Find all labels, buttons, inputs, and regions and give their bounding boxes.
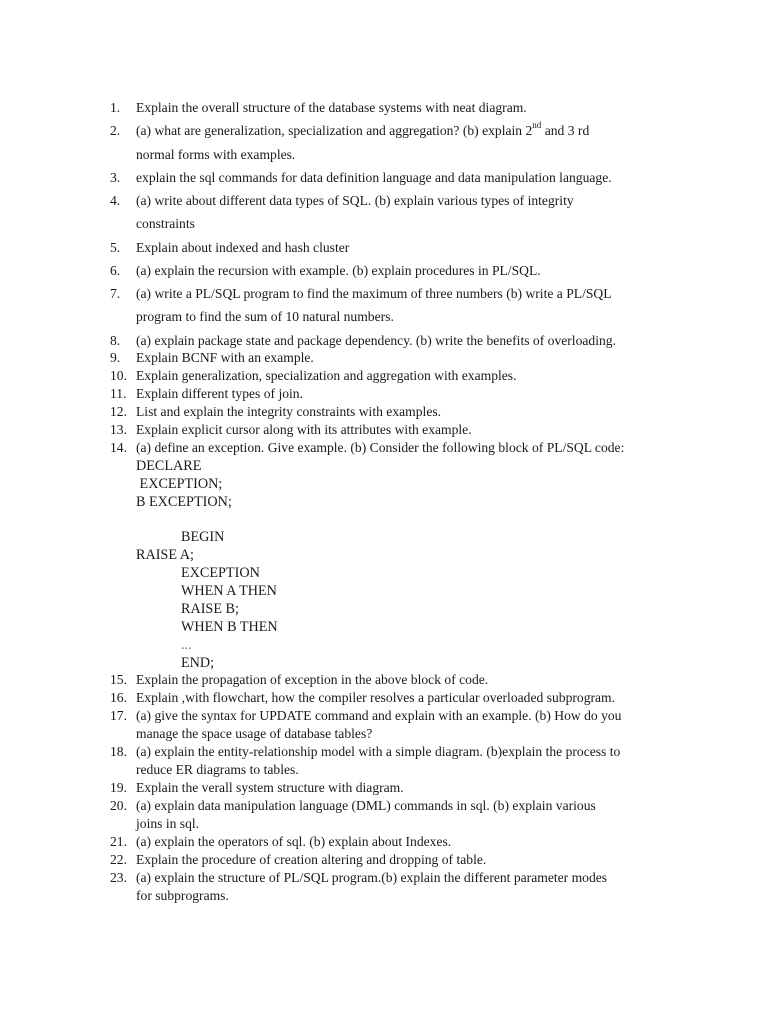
question-number: 23.	[110, 870, 127, 885]
code-line-b-exception: B EXCEPTION;	[136, 494, 232, 510]
question-number: 7.	[110, 286, 121, 301]
question-number: 14.	[110, 440, 127, 455]
question-text: Explain about indexed and hash cluster	[136, 240, 350, 255]
question-number: 18.	[110, 744, 127, 759]
code-line-raise-b: RAISE B;	[181, 601, 239, 617]
question-number: 10.	[110, 368, 127, 383]
question-text: (a) what are generalization, specialization and aggregation? (b) explain 2nd and 3 rd	[136, 120, 590, 138]
question-text: (a) write about different data types of SQL. (b) explain various types of integrity	[136, 193, 574, 208]
question-number: 9.	[110, 350, 121, 365]
question-number: 13.	[110, 422, 127, 437]
superscript: nd	[532, 120, 542, 131]
question-text: Explain the procedure of creation altering and dropping of table.	[136, 852, 487, 867]
question-text: program to find the sum of 10 natural numbers.	[136, 309, 394, 324]
code-line-when-b: WHEN B THEN	[181, 619, 278, 635]
question-text: manage the space usage of database tables?	[136, 726, 373, 741]
question-number: 17.	[110, 708, 127, 723]
question-text: (a) explain the entity-relationship model with a simple diagram. (b)explain the process to	[136, 744, 621, 759]
question-text: explain the sql commands for data definition language and data manipulation language.	[136, 170, 612, 185]
question-number: 5.	[110, 240, 121, 255]
question-text: (a) explain the structure of PL/SQL program.(b) explain the different parameter modes	[136, 870, 608, 885]
question-number: 20.	[110, 798, 127, 813]
question-text: Explain explicit cursor along with its attributes with example.	[136, 422, 472, 437]
question-number: 6.	[110, 263, 121, 278]
question-number: 22.	[110, 852, 127, 867]
question-text: Explain ,with flowchart, how the compiler resolves a particular overloaded subprogram.	[136, 690, 616, 705]
question-number: 16.	[110, 690, 127, 705]
question-number: 2.	[110, 123, 121, 138]
code-line-a-exception: EXCEPTION;	[136, 476, 223, 492]
code-line-declare: DECLARE	[136, 458, 202, 474]
question-number: 11.	[110, 386, 127, 401]
question-number: 8.	[110, 333, 121, 348]
question-text: (a) define an exception. Give example. (b) Consider the following block of PL/SQL code:	[136, 440, 625, 455]
code-line-raise-a: RAISE A;	[136, 547, 194, 563]
question-text: constraints	[136, 216, 195, 231]
code-line-end: END;	[181, 655, 215, 671]
question-text: (a) explain package state and package dependency. (b) write the benefits of overloading.	[136, 333, 616, 348]
code-line-ellipsis: ...	[181, 637, 192, 653]
question-text: (a) explain data manipulation language (DML) commands in sql. (b) explain various	[136, 798, 596, 813]
question-text: Explain different types of join.	[136, 386, 303, 401]
question-number: 21.	[110, 834, 127, 849]
code-line-exception: EXCEPTION	[181, 565, 260, 581]
code-line-begin: BEGIN	[181, 529, 225, 545]
question-text: (a) explain the operators of sql. (b) explain about Indexes.	[136, 834, 452, 849]
question-number: 3.	[110, 170, 121, 185]
question-text: joins in sql.	[136, 816, 200, 831]
question-text: List and explain the integrity constraints with examples.	[136, 404, 442, 419]
question-text: (a) give the syntax for UPDATE command and explain with an example. (b) How do you	[136, 708, 622, 723]
question-number: 4.	[110, 193, 121, 208]
question-text: reduce ER diagrams to tables.	[136, 762, 299, 777]
question-text: Explain the overall structure of the database systems with neat diagram.	[136, 100, 527, 115]
question-number: 19.	[110, 780, 127, 795]
question-number: 12.	[110, 404, 127, 419]
question-number: 1.	[110, 100, 121, 115]
question-number: 15.	[110, 672, 127, 687]
question-text: for subprograms.	[136, 888, 229, 903]
question-text: Explain the propagation of exception in the above block of code.	[136, 672, 489, 687]
question-text: normal forms with examples.	[136, 147, 296, 162]
question-text: Explain the verall system structure with diagram.	[136, 780, 404, 795]
question-text: (a) explain the recursion with example. (b) explain procedures in PL/SQL.	[136, 263, 541, 278]
question-text: Explain BCNF with an example.	[136, 350, 314, 365]
question-text: Explain generalization, specialization and aggregation with examples.	[136, 368, 517, 383]
code-line-when-a: WHEN A THEN	[181, 583, 277, 599]
question-text: (a) write a PL/SQL program to find the maximum of three numbers (b) write a PL/SQL	[136, 286, 612, 301]
